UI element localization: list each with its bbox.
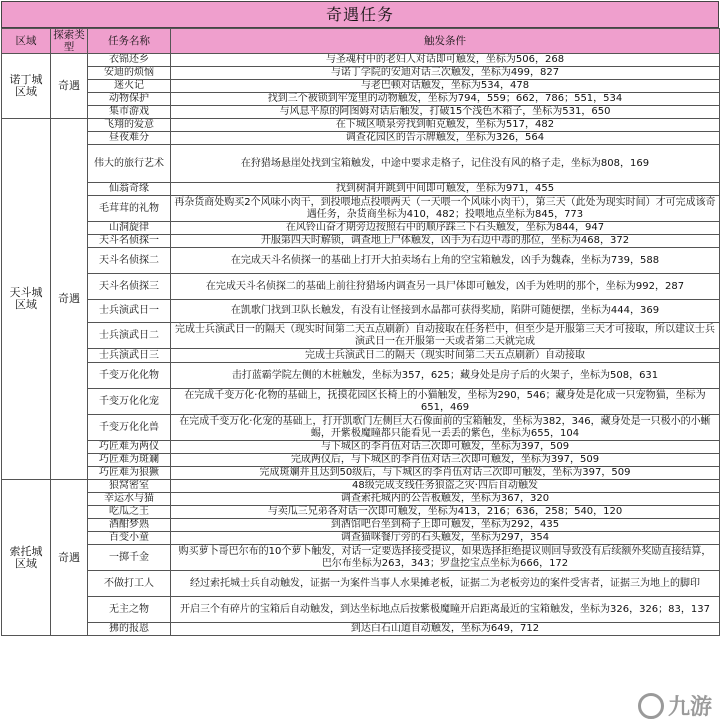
quest-name-cell: 千变万化化兽 <box>88 415 171 441</box>
trigger-condition-cell: 48级完成支线任务狼盗之灾·四后自动触发 <box>171 480 720 493</box>
trigger-condition-cell: 开启三个有碎片的宝箱后自动触发，到达坐标地点后按紫极魔瞳开启距离最近的宝箱触发，坐标为326，326；83，137 <box>171 597 720 623</box>
quest-name-cell: 士兵演武日一 <box>88 300 171 323</box>
header-type: 探索类型 <box>51 29 88 54</box>
region-cell: 诺丁城区域 <box>2 54 51 119</box>
quest-name-cell: 安迪的烦恼 <box>88 67 171 80</box>
region-cell: 索托城区域 <box>2 480 51 636</box>
trigger-condition-cell: 与圣魂村中的老妇人对话即可触发，坐标为506，268 <box>171 54 720 67</box>
table-row <box>2 300 720 323</box>
table-row <box>2 196 720 222</box>
table-row <box>2 93 720 106</box>
table-row <box>2 80 720 93</box>
header-region: 区域 <box>2 29 51 54</box>
trigger-condition-cell: 完成两仪后，与下城区的李肖伍对话三次即可触发，坐标为397，509 <box>171 454 720 467</box>
table-row <box>2 389 720 415</box>
table-row <box>2 532 720 545</box>
table-row <box>2 493 720 506</box>
trigger-condition-cell: 在完成千变万化·化宠的基础上，打开凯歌门左侧巨大石像面前的宝箱触发，坐标为382，346，藏身处是一只极小的小蜥蜴，开紫极魔瞳都只能看见一丢丢的紫色，坐标为655，104 <box>171 415 720 441</box>
header-condition: 触发条件 <box>171 29 720 54</box>
quest-name-cell: 不做打工人 <box>88 571 171 597</box>
table-row <box>2 441 720 454</box>
table-row <box>2 467 720 480</box>
quest-name-cell: 伟大的旅行艺术 <box>88 145 171 183</box>
table-row <box>2 506 720 519</box>
quest-name-cell: 动物保护 <box>88 93 171 106</box>
quest-name-cell: 衣锦还乡 <box>88 54 171 67</box>
quest-name-cell: 毛茸茸的礼物 <box>88 196 171 222</box>
trigger-condition-cell: 在完成千变万化·化物的基础上，抚摸花园区长椅上的小猫触发，坐标为290，546；藏身处是化成一只宠物猫，坐标为651，469 <box>171 389 720 415</box>
trigger-condition-cell: 在风铃山奋才期旁边按照右中的顺序踩三下石头触发，坐标为844，947 <box>171 222 720 235</box>
quest-name-cell: 飞翔的爱意 <box>88 119 171 132</box>
quest-name-cell: 千变万化化宠 <box>88 389 171 415</box>
quest-name-cell: 士兵演武日二 <box>88 323 171 349</box>
trigger-condition-cell: 在完成天斗名侦探二的基础上前往狩猎场内调查另一具尸体即可触发，凶手为姓明的那个，坐标为992，287 <box>171 274 720 300</box>
quest-name-cell: 狒的报恩 <box>88 623 171 636</box>
watermark <box>638 690 712 721</box>
quest-name-cell: 巧匠难为狼獗 <box>88 467 171 480</box>
table-row <box>2 363 720 389</box>
quest-name-cell: 天斗名侦探一 <box>88 235 171 248</box>
table-row <box>2 132 720 145</box>
table-row <box>2 415 720 441</box>
trigger-condition-cell: 在凯歌门找到卫队长触发，有没有让怪接到水晶都可获得奖励，陷阱可随便摆，坐标为444，369 <box>171 300 720 323</box>
table-row <box>2 274 720 300</box>
trigger-condition-cell: 到酒馆吧台坐到椅子上即可触发，坐标为292，435 <box>171 519 720 532</box>
quest-name-cell: 巧匠难为两仪 <box>88 441 171 454</box>
table-row <box>2 454 720 467</box>
trigger-condition-cell: 完成斑斓并且达到50级后，与下城区的李肖伍对话三次即可触发，坐标为397，509 <box>171 467 720 480</box>
quest-name-cell: 集市游戏 <box>88 106 171 119</box>
table-row <box>2 248 720 274</box>
table-row <box>2 571 720 597</box>
quest-name-cell: 狼窝密室 <box>88 480 171 493</box>
quest-name-cell: 昼夜难分 <box>88 132 171 145</box>
header-name: 任务名称 <box>88 29 171 54</box>
table-row <box>2 519 720 532</box>
type-cell: 奇遇 <box>51 119 88 480</box>
table-row <box>2 323 720 349</box>
quest-name-cell: 吃瓜之王 <box>88 506 171 519</box>
trigger-condition-cell: 经过索托城士兵自动触发，证据一为案件当事人水果摊老板，证据二为老板旁边的案件受害者，证据三为地上的脚印 <box>171 571 720 597</box>
quest-name-cell: 百变小童 <box>88 532 171 545</box>
trigger-condition-cell: 调查花园区的告示牌触发，坐标为326，564 <box>171 132 720 145</box>
trigger-condition-cell: 到达白石山道自动触发，坐标为649，712 <box>171 623 720 636</box>
table-row <box>2 235 720 248</box>
quest-name-cell: 士兵演武日三 <box>88 349 171 363</box>
table-row <box>2 480 720 493</box>
trigger-condition-cell: 与老巴顿对话触发，坐标为534，478 <box>171 80 720 93</box>
table-row <box>2 545 720 571</box>
trigger-condition-cell: 与卖瓜三兄弟各对话一次即可触发，坐标为413，216；636，258；540，120 <box>171 506 720 519</box>
trigger-condition-cell: 与下城区的李肖伍对话三次即可触发，坐标为397，509 <box>171 441 720 454</box>
quest-table <box>1 28 720 636</box>
quest-name-cell: 无主之物 <box>88 597 171 623</box>
table-row <box>2 119 720 132</box>
page-title: 奇遇任务 <box>1 1 719 28</box>
trigger-condition-cell: 与诺丁学院的安迪对话三次触发，坐标为499，827 <box>171 67 720 80</box>
trigger-condition-cell: 完成士兵演武日二的隔天（现实时间第二天五点刷新）自动接取 <box>171 349 720 363</box>
quest-name-cell: 巧匠难为斑斓 <box>88 454 171 467</box>
trigger-condition-cell: 击打蓝霸学院左侧的木桩触发，坐标为357，625；藏身处是房子后的火架子，坐标为508，631 <box>171 363 720 389</box>
quest-name-cell: 迷火记 <box>88 80 171 93</box>
table-row <box>2 106 720 119</box>
trigger-condition-cell: 再杂货商处购买2个风味小肉干，到投喂地点投喂两天（一天喂一个风味小肉干），第三天（此处为现实时间）才可完成该奇遇任务，杂货商坐标为410，482；投喂地点坐标为845，773 <box>171 196 720 222</box>
quest-name-cell: 天斗名侦探三 <box>88 274 171 300</box>
region-cell: 天斗城区域 <box>2 119 51 480</box>
table-row <box>2 349 720 363</box>
trigger-condition-cell: 找到三个被锁到牢笼里的动物触发，坐标为794，559；662，786；551，534 <box>171 93 720 106</box>
trigger-condition-cell: 调查索托城内的公告板触发，坐标为367，320 <box>171 493 720 506</box>
table-row <box>2 183 720 196</box>
trigger-condition-cell: 找到树洞并跳到中间即可触发，坐标为971，455 <box>171 183 720 196</box>
header-row <box>2 29 720 54</box>
quest-name-cell: 天斗名侦探二 <box>88 248 171 274</box>
trigger-condition-cell: 调查猫咪餐厅旁的石头触发，坐标为297，354 <box>171 532 720 545</box>
table-row <box>2 623 720 636</box>
table-row <box>2 67 720 80</box>
trigger-condition-cell: 购买萝卜哥巴尔布的10个萝卜触发，对话一定要选择接受提议，如果选择拒绝提议则回导致没有后续额外奖励直接结算，巴尔布坐标为263，343；罗盘挖宝点坐标为666，172 <box>171 545 720 571</box>
quest-name-cell: 酒酣梦熟 <box>88 519 171 532</box>
trigger-condition-cell: 在狩猎场悬崖处找到宝箱触发，中途中要求走格子，记住没有风的格子走，坐标为808，169 <box>171 145 720 183</box>
table-row <box>2 597 720 623</box>
table-row <box>2 222 720 235</box>
table-body <box>2 54 720 636</box>
quest-name-cell: 仙翁奇缘 <box>88 183 171 196</box>
quest-name-cell: 一掷千金 <box>88 545 171 571</box>
trigger-condition-cell: 在完成天斗名侦探一的基础上打开大拍卖场右上角的空宝箱触发，凶手为魏森，坐标为739，588 <box>171 248 720 274</box>
jiuyou-logo-icon <box>638 693 664 719</box>
table-row <box>2 145 720 183</box>
trigger-condition-cell: 与风息平原的阿图姆对话后触发，打破15个浅色木箱子，坐标为531，650 <box>171 106 720 119</box>
trigger-condition-cell: 完成士兵演武日一的隔天（现实时间第二天五点刷新）自动接取在任务栏中，但至少是开服第三天才可接取，所以建议士兵演武日一在开服第一天或者第二天就完成 <box>171 323 720 349</box>
trigger-condition-cell: 开服第四天时解锁，调查地上尸体触发，凶手为右边中毒的那位，坐标为468，372 <box>171 235 720 248</box>
table-row <box>2 54 720 67</box>
type-cell: 奇遇 <box>51 54 88 119</box>
trigger-condition-cell: 在下城区喷泉旁找到帕克触发，坐标为517，482 <box>171 119 720 132</box>
type-cell: 奇遇 <box>51 480 88 636</box>
watermark-text: 九游 <box>667 695 712 720</box>
quest-name-cell: 山洞旋律 <box>88 222 171 235</box>
quest-name-cell: 千变万化化物 <box>88 363 171 389</box>
quest-name-cell: 幸运水与猫 <box>88 493 171 506</box>
